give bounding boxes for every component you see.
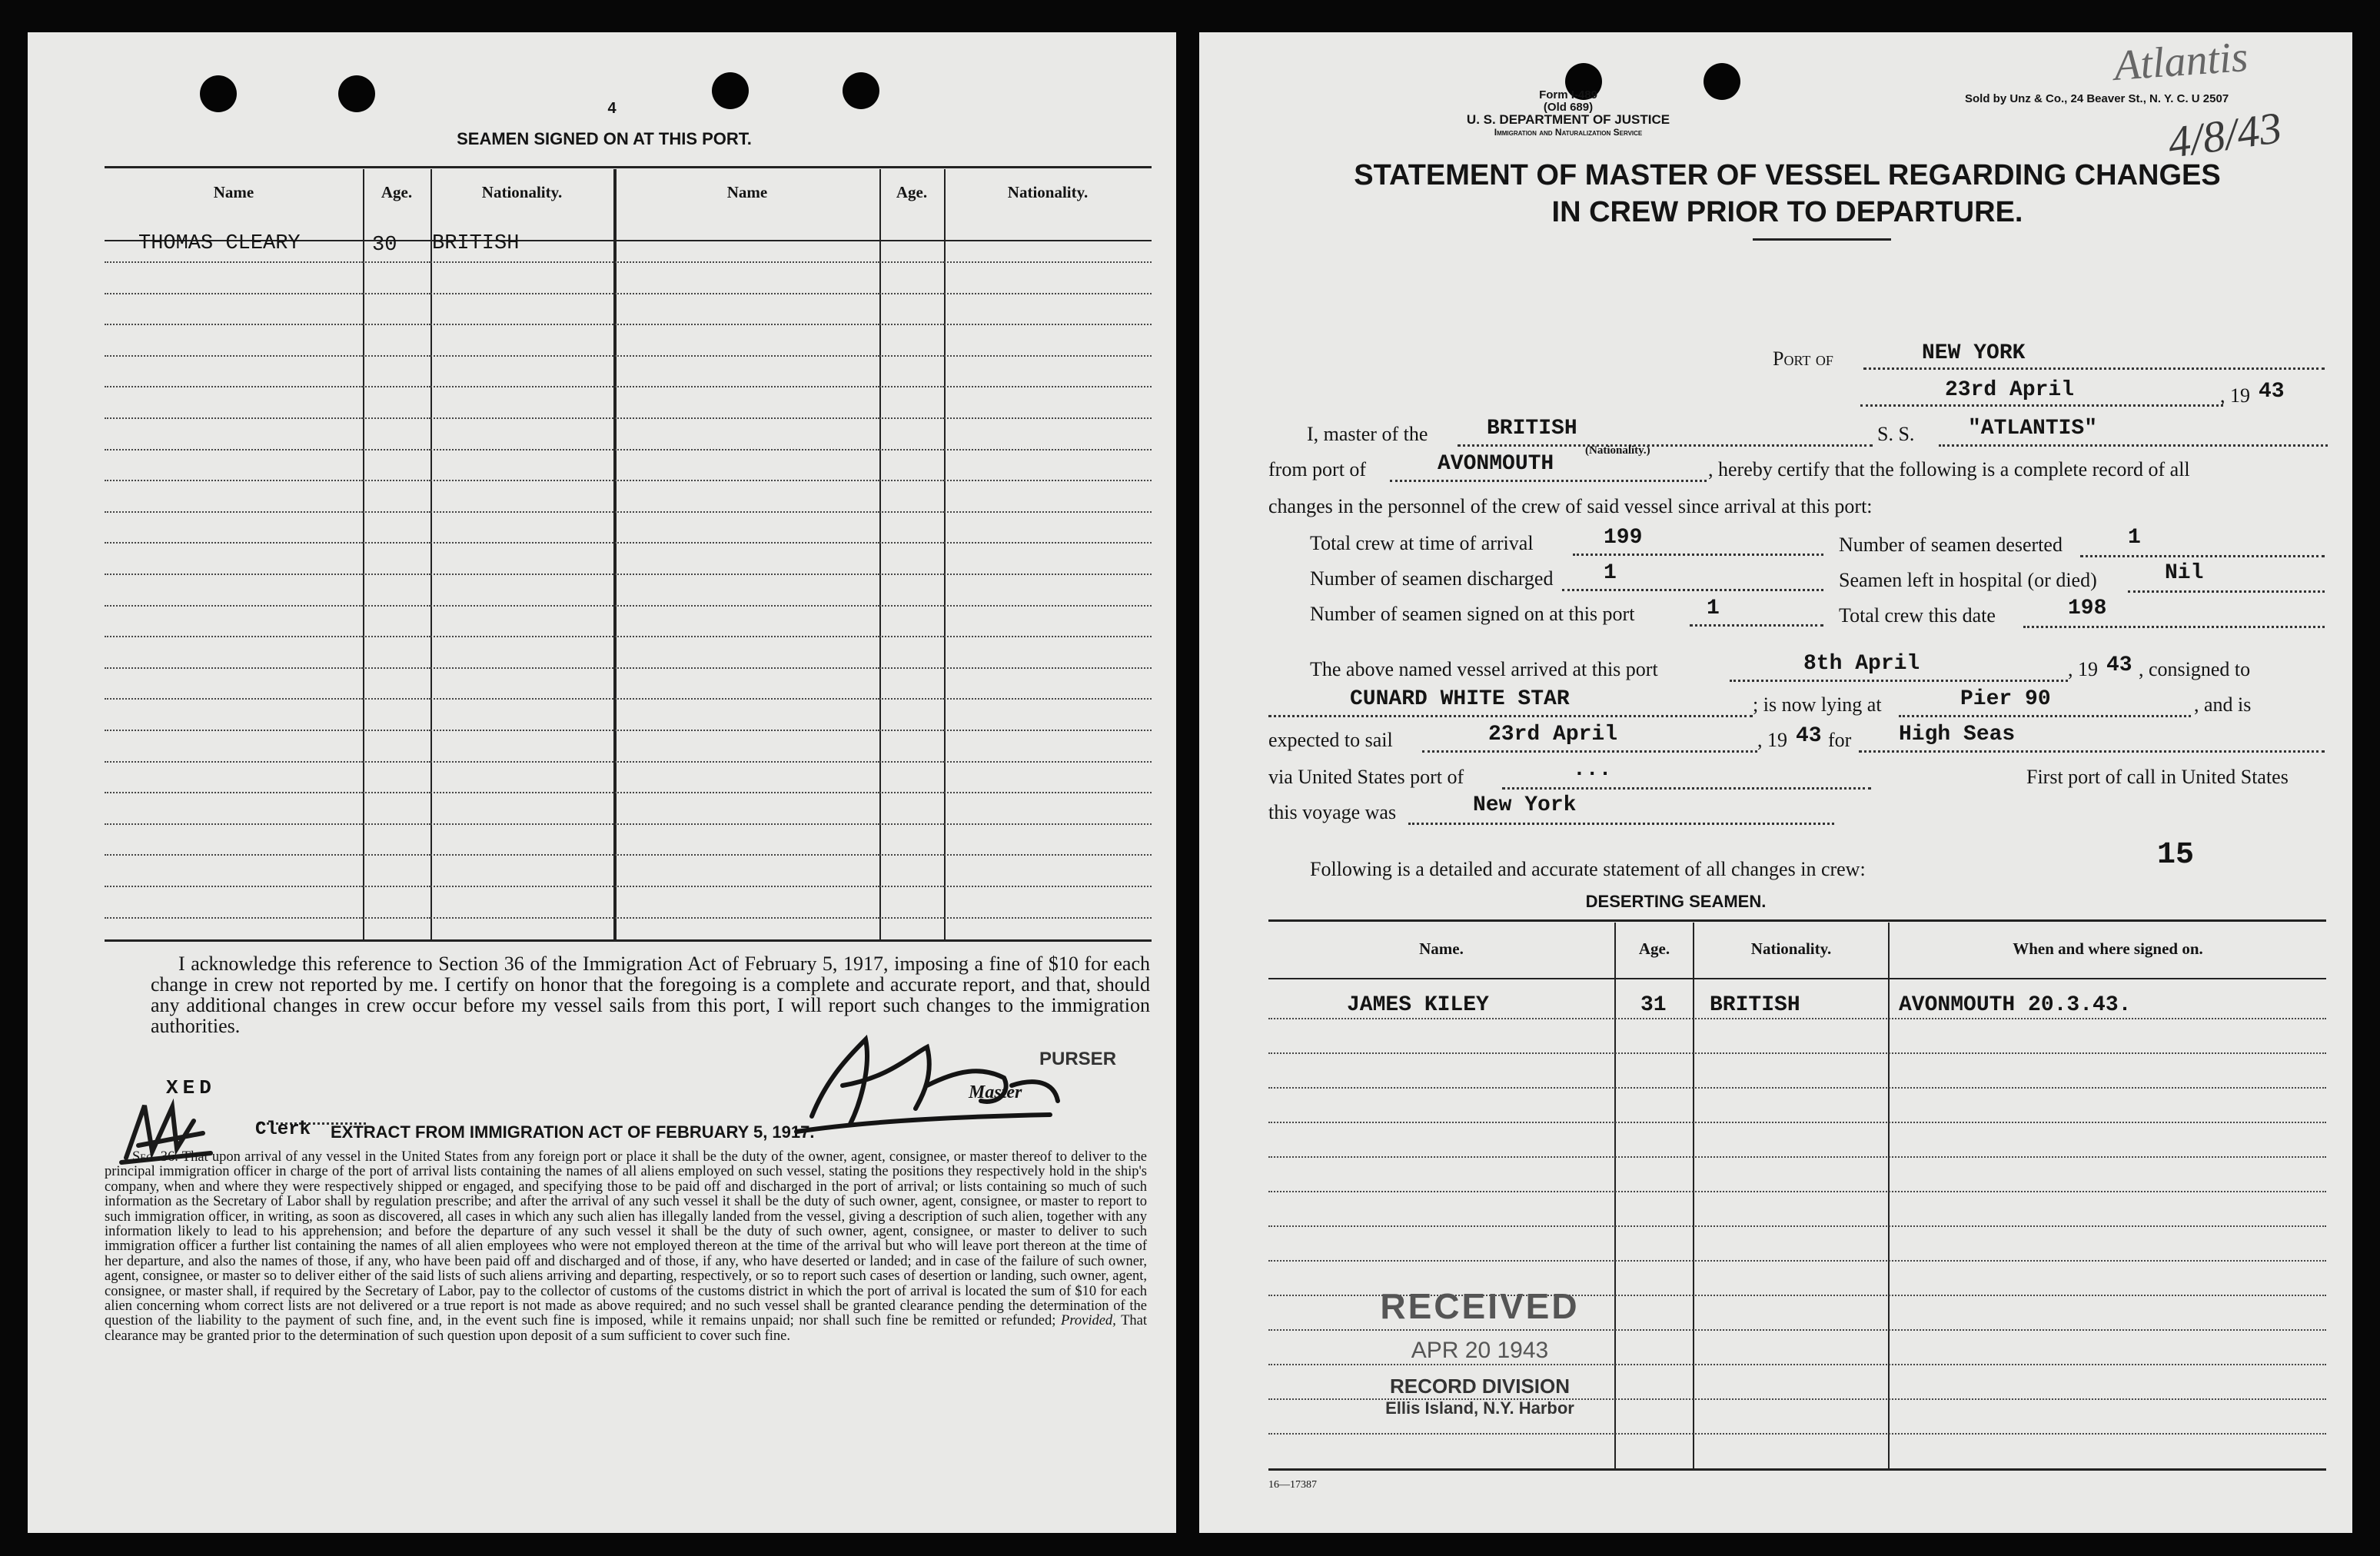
row-rule — [105, 917, 363, 919]
row-rule — [879, 698, 944, 700]
total-today-label: Total crew this date — [1839, 604, 1996, 627]
row-rule — [879, 823, 944, 825]
row-rule — [105, 480, 363, 481]
page-count: 15 — [2157, 838, 2195, 873]
extract-provided: Provided, — [1061, 1313, 1116, 1329]
row-rule — [944, 917, 1152, 919]
row-rule — [430, 730, 613, 731]
sec-label: Sec. 36. — [132, 1149, 178, 1165]
table-cell-name: THOMAS CLEARY — [138, 232, 301, 255]
for-label: for — [1828, 729, 1852, 751]
table-cell-name: JAMES KILEY — [1347, 993, 1489, 1017]
row-rule — [615, 574, 879, 575]
column-header: Age. — [381, 183, 413, 201]
row-rule — [944, 698, 1152, 700]
form-header — [1353, 89, 1783, 138]
discharged-value: 1 — [1604, 561, 1617, 585]
row-rule — [1268, 1191, 2326, 1192]
row-rule — [1268, 1018, 2326, 1019]
row-rule — [879, 636, 944, 637]
row-rule — [363, 293, 430, 294]
row-rule — [944, 605, 1152, 607]
row-rule — [363, 886, 430, 887]
row-rule — [879, 542, 944, 544]
row-rule — [944, 324, 1152, 325]
row-rule — [430, 324, 613, 325]
row-rule — [615, 886, 879, 887]
row-rule — [944, 574, 1152, 575]
following-text: Following is a detailed and accurate statement of all changes in crew: — [1310, 858, 1866, 880]
row-rule — [944, 417, 1152, 419]
row-rule — [944, 355, 1152, 357]
row-rule — [615, 386, 879, 387]
row-rule — [363, 636, 430, 637]
sail-year: 43 — [1796, 724, 1822, 748]
handwritten-date: 4/8/43 — [2165, 102, 2285, 168]
row-rule — [615, 417, 879, 419]
row-rule — [105, 324, 363, 325]
nationality-note: (Nationality.) — [1585, 444, 1650, 457]
row-rule — [363, 698, 430, 700]
row-rule — [615, 324, 879, 325]
row-rule — [430, 261, 613, 263]
row-rule — [363, 854, 430, 856]
year-prefix: , 19 — [2220, 384, 2250, 407]
row-rule — [105, 886, 363, 887]
row-rule — [105, 636, 363, 637]
ship-value: "ATLANTIS" — [1968, 417, 2098, 441]
row-rule — [105, 542, 363, 544]
row-rule — [105, 261, 363, 263]
row-rule — [363, 355, 430, 357]
row-rule — [363, 261, 430, 263]
row-rule — [430, 355, 613, 357]
row-rule — [430, 854, 613, 856]
row-rule — [1268, 1052, 2326, 1054]
row-rule — [615, 792, 879, 793]
title-line-2: IN CREW PRIOR TO DEPARTURE. — [1551, 196, 2023, 228]
date-value: 23rd April — [1945, 378, 2075, 402]
row-rule — [430, 542, 613, 544]
row-rule — [430, 667, 613, 669]
row-rule — [430, 511, 613, 513]
row-rule — [430, 480, 613, 481]
row-rule — [879, 917, 944, 919]
total-today-value: 198 — [2068, 597, 2107, 620]
column-header: Age. — [1638, 939, 1670, 958]
expected-label: expected to sail — [1268, 729, 1393, 751]
row-rule — [105, 293, 363, 294]
row-rule — [879, 574, 944, 575]
column-header: Name — [213, 183, 254, 201]
row-rule — [363, 730, 430, 731]
row-rule — [430, 823, 613, 825]
ss-label: S. S. — [1877, 423, 1915, 445]
sail-year-prefix: , 19 — [1757, 729, 1787, 751]
row-rule — [615, 261, 879, 263]
row-rule — [879, 761, 944, 763]
row-rule — [105, 792, 363, 793]
row-rule — [105, 667, 363, 669]
punch-hole — [338, 75, 375, 112]
row-rule — [615, 823, 879, 825]
row-rule — [615, 917, 879, 919]
row-rule — [430, 761, 613, 763]
column-header: Nationality. — [481, 183, 563, 201]
row-rule — [363, 605, 430, 607]
arrived-label: The above named vessel arrived at this port — [1310, 658, 1658, 680]
stamp-place: Ellis Island, N.Y. Harbor — [1385, 1398, 1574, 1418]
port-value: NEW YORK — [1922, 341, 2026, 365]
column-header: Nationality. — [1007, 183, 1089, 201]
row-rule — [879, 417, 944, 419]
discharged-label: Number of seamen discharged — [1310, 567, 1554, 590]
destination-value: High Seas — [1899, 723, 2016, 746]
seller-note: Sold by Unz & Co., 24 Beaver St., N. Y. C. U 2507 — [1965, 92, 2229, 105]
punch-hole — [200, 75, 237, 112]
row-rule — [944, 730, 1152, 731]
master-signature-icon — [781, 1024, 1073, 1139]
row-rule — [430, 917, 613, 919]
row-rule — [363, 324, 430, 325]
stamp-date: APR 20 1943 — [1411, 1338, 1549, 1363]
row-rule — [430, 449, 613, 451]
column-header: Age. — [896, 183, 928, 201]
row-rule — [363, 386, 430, 387]
form-number: Form I-489 — [1539, 88, 1597, 101]
master-of-label: I, master of the — [1307, 423, 1428, 445]
row-rule — [363, 480, 430, 481]
row-rule — [879, 605, 944, 607]
stamp-received: RECEIVED — [1380, 1286, 1580, 1326]
row-rule — [363, 574, 430, 575]
row-rule — [615, 761, 879, 763]
deserted-value: 1 — [2128, 526, 2141, 550]
row-rule — [944, 823, 1152, 825]
row-rule — [430, 792, 613, 793]
row-rule — [944, 293, 1152, 294]
row-rule — [105, 698, 363, 700]
row-rule — [363, 417, 430, 419]
hospital-label: Seamen left in hospital (or died) — [1839, 569, 2097, 591]
row-rule — [363, 917, 430, 919]
row-rule — [615, 542, 879, 544]
row-rule — [879, 293, 944, 294]
row-rule — [615, 480, 879, 481]
row-rule — [615, 605, 879, 607]
row-rule — [879, 449, 944, 451]
row-rule — [105, 605, 363, 607]
row-rule — [615, 698, 879, 700]
from-port-label: from port of — [1268, 458, 1367, 480]
row-rule — [105, 823, 363, 825]
extract-text: That upon arrival of any vessel in the United States from any foreign port or place it shall be the duty of the owner, agent, consignee, or master thereof to deliver to the principal immigration officer in charge of the port of arrival lists containing the names of all aliens employed on such vessel, stating the positions they respectively hold in the ship's company, when and where they were respectively shipped or engaged, and specifying those to be paid off and discharged in the port of arrival; or lists containing so much of such information as the Secretary of Labor shall by regulation prescribe; and after the arrival of any such vessel it shall be the duty of such owner, agent, consignee, or master to report to such immigration officer, in writing, as soon as discovered, all cases in which any such alien has illegally landed from the vessel, giving a description of such alien, together with any information likely to lead to his apprehension; and before the departure of any such vessel it shall be the duty of such owner, agent, consignee, or master to deliver to such immigration officer a further list containing the names of all alien employees who were not employed thereon at the time of the arrival but who will leave port thereon at the time of her departure, and also the names of those, if any, who have been paid off and discharged and of those, if any, who have deserted or landed; and in case of the failure of such owner, agent, consignee, or master so to deliver either of the said lists of such aliens arriving and departing, respectively, or so to report such cases of desertion or landing, such owner, agent, consignee, or master shall, if required by the Secretary of Labor, pay to the collector of customs of the customs district in which the port of arrival is located the sum of $10 for each alien concerning whom correct lists are not delivered or a true report is not made as above required; and no such vessel shall be granted clearance pending the determination of the question of the liability to the payment of such fine, and, in the event such fine is imposed, while it remains unpaid; nor shall such fine be remitted or refunded; — [105, 1149, 1147, 1329]
extract-title: EXTRACT FROM IMMIGRATION ACT OF FEBRUARY 5, 1917. — [331, 1122, 815, 1142]
expected-value: 23rd April — [1488, 723, 1618, 746]
row-rule — [879, 886, 944, 887]
voyage-value: New York — [1473, 793, 1577, 817]
first-port-label: First port of call in United States — [2026, 766, 2289, 788]
row-rule — [105, 761, 363, 763]
row-rule — [363, 511, 430, 513]
deserting-title: DESERTING SEAMEN. — [1585, 892, 1767, 911]
row-rule — [879, 854, 944, 856]
row-rule — [944, 449, 1152, 451]
year-value: 43 — [2259, 380, 2285, 404]
master-label: Master — [969, 1082, 1022, 1102]
row-rule — [615, 449, 879, 451]
hospital-value: Nil — [2165, 561, 2204, 585]
form-title — [1253, 157, 2322, 231]
arrived-value: 8th April — [1803, 652, 1920, 676]
arrived-year: 43 — [2106, 653, 2132, 677]
stamp-division: RECORD DIVISION — [1389, 1375, 1571, 1398]
left-page — [28, 32, 1176, 1533]
row-rule — [944, 792, 1152, 793]
extract-body — [105, 1150, 1147, 1344]
row-rule — [879, 324, 944, 325]
row-rule — [879, 480, 944, 481]
row-rule — [615, 730, 879, 731]
row-rule — [615, 854, 879, 856]
total-crew-arrival-label: Total crew at time of arrival — [1310, 532, 1534, 554]
row-rule — [944, 667, 1152, 669]
table-cell-age: 30 — [372, 234, 397, 257]
table-cell-nationality: BRITISH — [1710, 993, 1800, 1017]
page-number: 4 — [607, 100, 617, 117]
extract-tail: That clearance may be granted prior to the determination of such question upon deposit of a sum sufficient to cover such fine. — [105, 1313, 1148, 1344]
row-rule — [105, 574, 363, 575]
row-rule — [430, 574, 613, 575]
row-rule — [430, 293, 613, 294]
row-rule — [879, 261, 944, 263]
column-header: Name. — [1419, 939, 1464, 958]
handwritten-ship-name: Atlantis — [2112, 32, 2250, 91]
port-label: Port of — [1773, 347, 1833, 370]
row-rule — [1268, 1225, 2326, 1227]
right-page — [1199, 32, 2352, 1533]
row-rule — [615, 355, 879, 357]
lying-label: ; is now lying at — [1753, 693, 1882, 716]
changes-text: changes in the personnel of the crew of said vessel since arrival at this port: — [1268, 495, 1873, 517]
section-title: SEAMEN SIGNED ON AT THIS PORT. — [457, 129, 752, 148]
title-line-1: STATEMENT OF MASTER OF VESSEL REGARDING CHANGES — [1354, 159, 2221, 191]
row-rule — [944, 542, 1152, 544]
clerk-label: Clerk — [255, 1119, 311, 1140]
row-rule — [363, 667, 430, 669]
punch-hole — [712, 72, 749, 109]
row-rule — [615, 636, 879, 637]
row-rule — [615, 511, 879, 513]
row-rule — [105, 355, 363, 357]
deserted-label: Number of seamen deserted — [1839, 534, 2063, 556]
row-rule — [1268, 1087, 2326, 1089]
punch-hole — [843, 72, 879, 109]
table-cell-nationality: BRITISH — [432, 232, 520, 255]
table-cell-signed: AVONMOUTH 20.3.43. — [1899, 993, 2132, 1017]
row-rule — [430, 605, 613, 607]
row-rule — [105, 449, 363, 451]
column-header: Name — [726, 183, 768, 201]
row-rule — [879, 386, 944, 387]
row-rule — [1268, 1260, 2326, 1262]
consignee-value: CUNARD WHITE STAR — [1350, 687, 1570, 711]
row-rule — [363, 792, 430, 793]
voyage-label: this voyage was — [1268, 801, 1397, 823]
via-value: ... — [1573, 758, 1612, 782]
row-rule — [615, 293, 879, 294]
row-rule — [944, 511, 1152, 513]
department: U. S. DEPARTMENT OF JUSTICE — [1466, 112, 1670, 127]
row-rule — [105, 386, 363, 387]
signed-on-value: 1 — [1707, 597, 1720, 620]
form-old-number: (Old 689) — [1543, 101, 1594, 114]
row-rule — [944, 761, 1152, 763]
row-rule — [363, 449, 430, 451]
table-cell-age: 31 — [1640, 993, 1667, 1017]
consigned-label: , consigned to — [2139, 658, 2251, 680]
total-crew-arrival-value: 199 — [1604, 526, 1643, 550]
from-port-value: AVONMOUTH — [1438, 452, 1554, 476]
row-rule — [879, 355, 944, 357]
row-rule — [430, 636, 613, 637]
row-rule — [944, 480, 1152, 481]
nationality-value: BRITISH — [1487, 417, 1577, 441]
examined-stamp: XED — [166, 1076, 216, 1099]
row-rule — [363, 823, 430, 825]
service: Immigration and Naturalization Service — [1494, 127, 1643, 138]
purser-stamp: PURSER — [1039, 1049, 1117, 1069]
row-rule — [105, 730, 363, 731]
signed-on-label: Number of seamen signed on at this port — [1310, 603, 1635, 625]
row-rule — [944, 854, 1152, 856]
and-is-label: , and is — [2194, 693, 2252, 716]
row-rule — [879, 792, 944, 793]
row-rule — [944, 636, 1152, 637]
row-rule — [1268, 1156, 2326, 1158]
certify-text: , hereby certify that the following is a complete record of all — [1708, 458, 2190, 480]
lying-value: Pier 90 — [1960, 687, 2051, 711]
row-rule — [430, 698, 613, 700]
row-rule — [105, 511, 363, 513]
via-label: via United States port of — [1268, 766, 1464, 788]
row-rule — [944, 386, 1152, 387]
row-rule — [615, 667, 879, 669]
row-rule — [1268, 1122, 2326, 1123]
column-header: When and where signed on. — [2013, 939, 2203, 958]
arrived-year-prefix: , 19 — [2068, 658, 2098, 680]
row-rule — [944, 886, 1152, 887]
row-rule — [105, 417, 363, 419]
row-rule — [105, 854, 363, 856]
row-rule — [430, 886, 613, 887]
row-rule — [363, 761, 430, 763]
row-rule — [430, 417, 613, 419]
row-rule — [363, 542, 430, 544]
footer-code: 16—17387 — [1268, 1479, 1317, 1491]
acknowledgement-text: I acknowledge this reference to Section 36 of the Immigration Act of February 5, 1917, imposing a fine of $10 for each change in crew not reported by me. I certify on honor that the foregoing is a complete and accurate report, and that, should any additional changes in crew occur before my vessel sails from this port, I will report such changes to the immigration authorities. — [151, 953, 1150, 1037]
row-rule — [879, 511, 944, 513]
row-rule — [430, 386, 613, 387]
row-rule — [879, 730, 944, 731]
received-stamp — [1353, 1285, 1607, 1418]
row-rule — [1268, 1433, 2326, 1435]
column-header: Nationality. — [1750, 939, 1832, 958]
row-rule — [879, 667, 944, 669]
row-rule — [944, 261, 1152, 263]
